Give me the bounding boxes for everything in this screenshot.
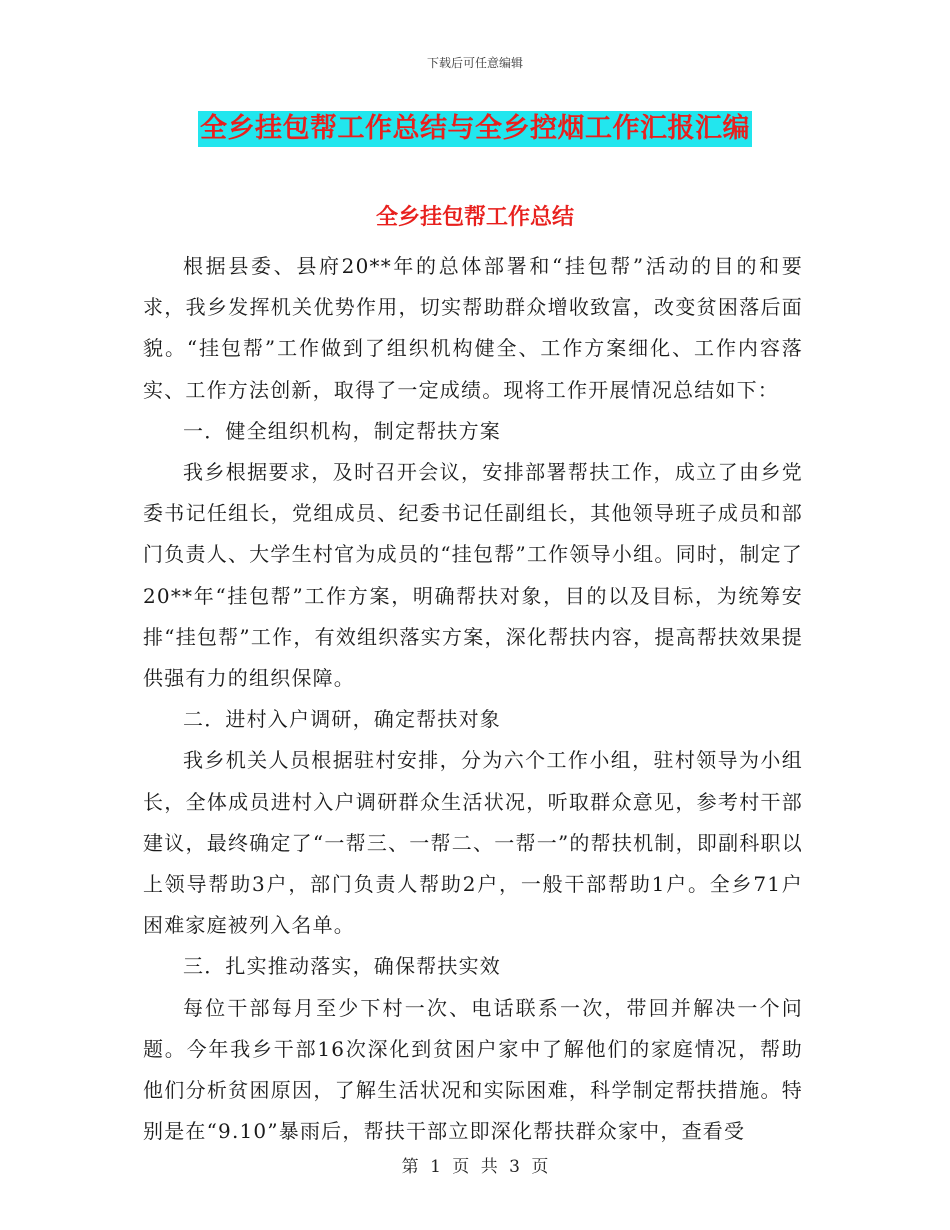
- paragraph-section-2: 我乡机关人员根据驻村安排，分为六个工作小组，驻村领导为小组长，全体成员进村入户调研群众生活状况，听取群众意见，参考村干部建议，最终确定了“一帮三、一帮二、一帮一”的帮扶机制，即副科职以上领导帮助3户，部门负责人帮助2户，一般干部帮助1户。全乡71户困难家庭被列入名单。: [143, 748, 803, 938]
- paragraph-intro: 根据县委、县府20**年的总体部署和“挂包帮”活动的目的和要求，我乡发挥机关优势作用，切实帮助群众增收致富，改变贫困落后面貌。“挂包帮”工作做到了组织机构健全、工作方案细化、工作内容落实、工作方法创新，取得了一定成绩。现将工作开展情况总结如下：: [143, 254, 803, 402]
- heading-section-1: 一．健全组织机构，制定帮扶方案: [183, 418, 501, 443]
- main-title-wrap: [0, 111, 950, 147]
- page-footer: 第 1 页 共 3 页: [401, 1157, 549, 1177]
- heading-section-3: 三．扎实推动落实，确保帮扶实效: [183, 954, 501, 979]
- section-title: 全乡挂包帮工作总结: [375, 205, 574, 230]
- paragraph-section-3: 每位干部每月至少下村一次、电话联系一次，带回并解决一个问题。今年我乡干部16次深化到贫困户家中了解他们的家庭情况，帮助他们分析贫困原因，了解生活状况和实际困难，科学制定帮扶措施。特别是在“9.10”暴雨后，帮扶干部立即深化帮扶群众家中，查看受: [143, 995, 803, 1144]
- heading-section-2: 二．进村入户调研，确定帮扶对象: [183, 707, 501, 732]
- paragraph-section-1: 我乡根据要求，及时召开会议，安排部署帮扶工作，成立了由乡党委书记任组长，党组成员、纪委书记任副组长，其他领导班子成员和部门负责人、大学生村官为成员的“挂包帮”工作领导小组。同时，制定了20**年“挂包帮”工作方案，明确帮扶对象，目的以及目标，为统筹安排“挂包帮”工作，有效组织落实方案，深化帮扶内容，提高帮扶效果提供强有力的组织保障。: [143, 460, 803, 691]
- document-body: [143, 246, 803, 1152]
- document-title: 全乡挂包帮工作总结与全乡控烟工作汇报汇编: [198, 111, 752, 147]
- header-note: 下载后可任意编辑: [426, 56, 523, 70]
